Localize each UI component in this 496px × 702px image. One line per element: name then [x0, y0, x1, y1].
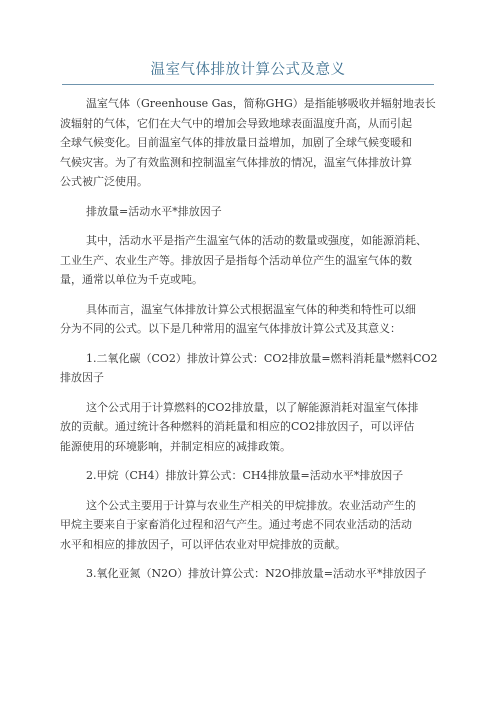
- text-line: 1.二氧化碳（CO2）排放计算公式：CO2排放量=燃料消耗量*燃料CO2: [86, 351, 438, 365]
- text-line: 这个公式用于计算燃料的CO2排放量，以了解能源消耗对温室气体排: [86, 400, 419, 414]
- document-body: [60, 94, 438, 594]
- paragraph-definitions: [60, 231, 438, 290]
- text-line: 工业生产、农业生产等。排放因子是指每个活动单位产生的温室气体的数: [60, 253, 412, 267]
- paragraph-general-formula: [60, 202, 438, 222]
- text-line: 波辐射的气体，它们在大气中的增加会导致地球表面温度升高，从而引起: [60, 116, 412, 130]
- text-line: 甲烷主要来自于家畜消化过程和沼气产生。通过考虑不同农业活动的活动: [60, 518, 412, 531]
- text-line: 量，通常以单位为千克或吨。: [60, 273, 203, 286]
- text-line: 3.氧化亚氮（N2O）排放计算公式：N2O排放量=活动水平*排放因子: [86, 567, 427, 580]
- paragraph-overview: [60, 300, 438, 339]
- text-line: 这个公式主要用于计算与农业生产相关的甲烷排放。农业活动产生的: [86, 498, 416, 512]
- title-divider: [62, 84, 434, 85]
- text-line: 能源使用的环境影响，并制定相应的减排政策。: [60, 439, 291, 453]
- text-line: 水平和相应的排放因子，可以评估农业对甲烷排放的贡献。: [60, 537, 346, 551]
- text-line: 气候灾害。为了有效监测和控制温室气体排放的情况，温室气体排放计算: [60, 155, 412, 169]
- paragraph-intro: [60, 94, 438, 192]
- paragraph-ch4-formula: [60, 466, 438, 486]
- document-title: 温室气体排放计算公式及意义: [150, 62, 346, 78]
- paragraph-ch4-meaning: [60, 496, 438, 555]
- text-line: 其中，活动水平是指产生温室气体的活动的数量或强度，如能源消耗、: [86, 234, 427, 247]
- paragraph-co2-meaning: [60, 398, 438, 457]
- text-line: 排放量=活动水平*排放因子: [86, 204, 222, 218]
- text-line: 全球气候变化。目前温室气体的排放量日益增加，加剧了全球气候变暖和: [60, 136, 412, 149]
- paragraph-n2o-formula: [60, 564, 438, 584]
- text-line: 分为不同的公式。以下是几种常用的温室气体排放计算公式及其意义：: [60, 322, 401, 335]
- text-line: 温室气体（Greenhouse Gas，简称GHG）是指能够吸收并辐射地表长: [86, 97, 436, 110]
- paragraph-co2-formula: [60, 349, 438, 388]
- text-line: 放的贡献。通过统计各种燃料的消耗量和相应的CO2排放因子，可以评估: [60, 420, 415, 433]
- text-line: 2.甲烷（CH4）排放计算公式：CH4排放量=活动水平*排放因子: [86, 469, 404, 482]
- text-line: 排放因子: [60, 371, 104, 384]
- text-line: 公式被广泛使用。: [60, 175, 148, 188]
- text-line: 具体而言，温室气体排放计算公式根据温室气体的种类和特性可以细: [86, 302, 416, 316]
